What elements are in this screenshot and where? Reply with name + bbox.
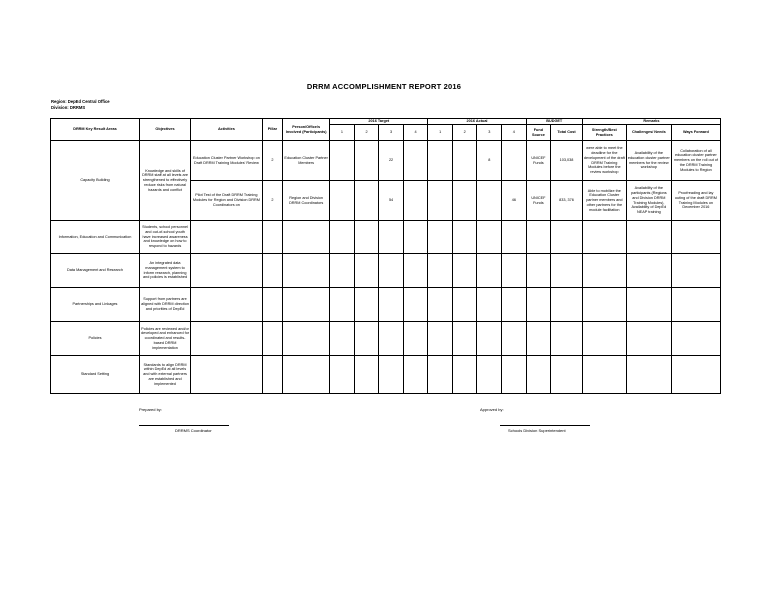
approved-signature-line xyxy=(500,425,590,426)
activity-cell: Pilot Test of the Draft DRRM Training Modules for Region and Division DRRM Coordinators on xyxy=(191,181,263,221)
strengths-cell: were able to meet the deadline for the development of the draft DRRM Training Modules before the review workshop xyxy=(582,141,626,181)
actual-q2-header: 2 xyxy=(452,125,477,141)
fund-source-cell: UNICEF Funds xyxy=(526,181,551,221)
target-q4-header: 4 xyxy=(403,125,428,141)
total-cost-cell: 833, 376 xyxy=(551,181,583,221)
header-pillar: Pillar xyxy=(262,119,282,141)
objective-policies: Policies are reviewed and/or developed and enhanced for coordinated and results-based DRRM implementation xyxy=(139,322,190,356)
kra-capacity-building: Capacity Building xyxy=(51,141,140,221)
header-total-cost: Total Cost xyxy=(551,125,583,141)
objective-capacity-building: Knowledge and skills of DRRM staff at all levels are strengthened to effectively reduce risks from natural hazards and conflict xyxy=(139,141,190,221)
header-persons: Person/Office/s Involved (Participants) xyxy=(283,119,330,141)
header-challenges: Challenges/ Needs xyxy=(626,125,671,141)
table-row xyxy=(51,322,721,356)
target-q3-cell: 22 xyxy=(379,141,404,181)
actual-q3-cell: 8 xyxy=(477,141,502,181)
pillar-cell: 2 xyxy=(262,141,282,181)
actual-q3-header: 3 xyxy=(477,125,502,141)
target-q2-header: 2 xyxy=(354,125,379,141)
header-objectives: Objectives xyxy=(139,119,190,141)
challenges-cell: Availability of the education cluster partner members for the review workshop xyxy=(626,141,671,181)
approved-role: Schools Division Superintendent xyxy=(508,428,566,433)
accomplishment-table xyxy=(50,118,721,394)
persons-cell: Region and Division DRRM Coordinators xyxy=(283,181,330,221)
prepared-by-label: Prepared by: xyxy=(139,407,162,412)
target-q3-header: 3 xyxy=(379,125,404,141)
target-q3-cell: 54 xyxy=(379,181,404,221)
objective-iec: Students, school personnel and out-of-school youth have increased awareness and knowledge on how to respond to hazards xyxy=(139,221,190,254)
target-q1-header: 1 xyxy=(330,125,355,141)
header-fund-source: Fund Source xyxy=(526,125,551,141)
kra-standard-setting: Standard Setting xyxy=(51,356,140,394)
objective-standard-setting: Standards to align DRRM within DepEd at all levels and with external partners are established and implemented xyxy=(139,356,190,394)
ways-forward-cell: Collaboration of all education cluster partner members on the roll out of the DRRM Training Modules to Region xyxy=(671,141,720,181)
prepared-signature-line xyxy=(139,425,229,426)
table-row xyxy=(51,141,721,181)
kra-data-management: Data Management and Research xyxy=(51,254,140,288)
pillar-cell: 2 xyxy=(262,181,282,221)
objective-data-management: An integrated data management system to inform research, planning and policies is established xyxy=(139,254,190,288)
persons-cell: Education Cluster Partner Members xyxy=(283,141,330,181)
actual-q4-header: 4 xyxy=(502,125,527,141)
table-row xyxy=(51,288,721,322)
header-strengths: Strength/Best Practices xyxy=(582,125,626,141)
header-remarks: Remarks xyxy=(582,119,720,125)
kra-iec: Information, Education and Communication xyxy=(51,221,140,254)
kra-partnerships: Partnerships and Linkages xyxy=(51,288,140,322)
approved-by-label: Approved by: xyxy=(480,407,504,412)
actual-q4-cell: 46 xyxy=(502,181,527,221)
objective-partnerships: Support from partners are aligned with DRRM direction and priorities of DepEd xyxy=(139,288,190,322)
actual-q1-header: 1 xyxy=(428,125,453,141)
header-kra: DRRM Key Result Areas xyxy=(51,119,140,141)
header-activities: Activities xyxy=(191,119,263,141)
kra-policies: Policies xyxy=(51,322,140,356)
strengths-cell: Able to mobilize the Education Cluster partner members and other partners for the module facilitation xyxy=(582,181,626,221)
header-budget: BUDGET xyxy=(526,119,582,125)
table-row xyxy=(51,356,721,394)
report-title: DRRM ACCOMPLISHMENT REPORT 2016 xyxy=(306,82,462,91)
division-label: Division: DRRMS xyxy=(51,105,86,110)
table-row xyxy=(51,221,721,254)
header-target: 2016 Target xyxy=(330,119,428,125)
ways-forward-cell: Proofreading and lay outing of the draft DRRM Training Modules on December 2016 xyxy=(671,181,720,221)
challenges-cell: Availability of the participants (Regions and Division DRRM Training Modules), Availability of DepEd NEAP training xyxy=(626,181,671,221)
table-row xyxy=(51,254,721,288)
header-ways-forward: Ways Forward xyxy=(671,125,720,141)
activity-cell: Education Cluster Partner Workshop on Draft DRRM Training Modules' Review xyxy=(191,141,263,181)
header-actual: 2016 Actual xyxy=(428,119,526,125)
region-label: Region: DepEd Central Office xyxy=(51,99,110,104)
total-cost-cell: 103,038 xyxy=(551,141,583,181)
prepared-role: DRRMS Coordinator xyxy=(175,428,212,433)
fund-source-cell: UNICEF Funds xyxy=(526,141,551,181)
